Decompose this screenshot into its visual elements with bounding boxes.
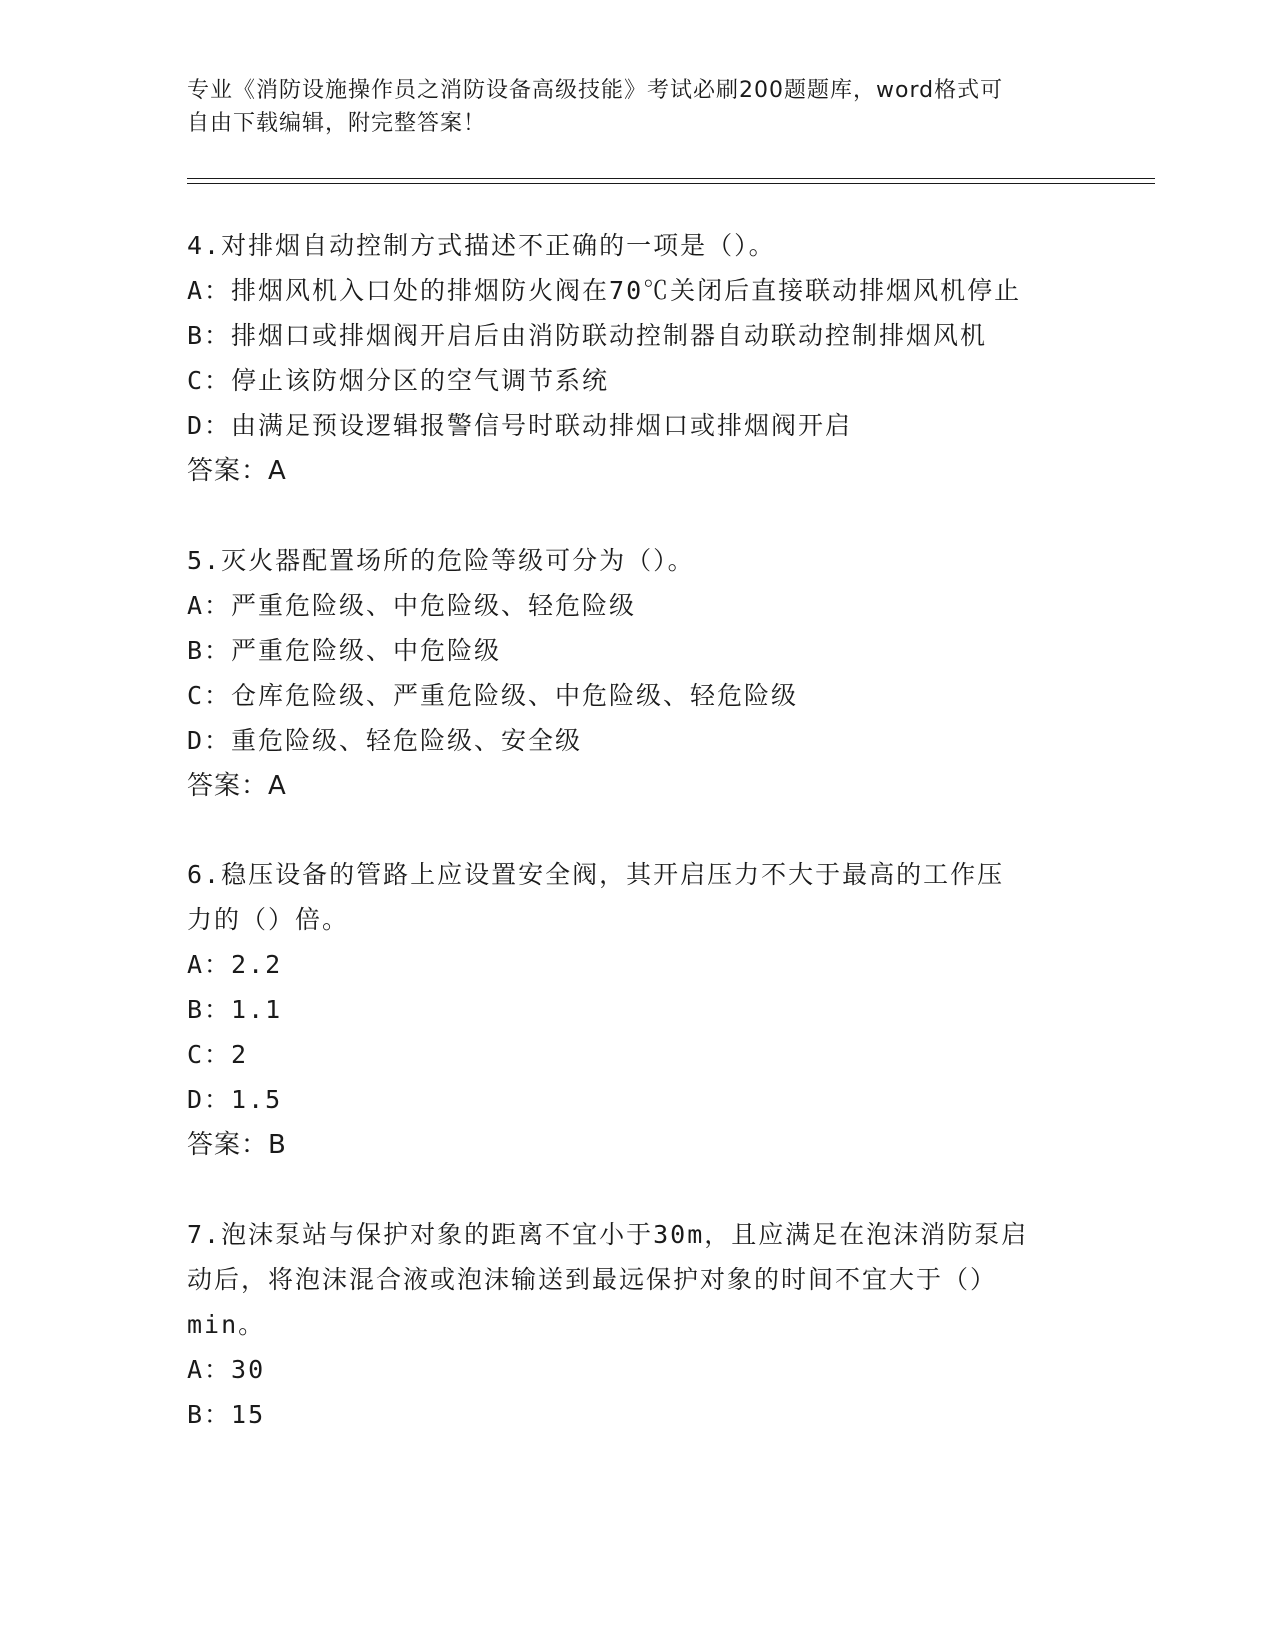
question-4-option-a: A：排烟风机入口处的排烟防火阀在70℃关闭后直接联动排烟风机停止 <box>187 276 1022 305</box>
question-4-option-c: C：停止该防烟分区的空气调节系统 <box>187 366 610 395</box>
header-line-2: 自由下载编辑，附完整答案！ <box>187 111 487 136</box>
question-6-answer: 答案：B <box>187 1130 287 1160</box>
question-4-option-d: D：由满足预设逻辑报警信号时联动排烟口或排烟阀开启 <box>187 411 853 440</box>
header-line-1: 专业《消防设施操作员之消防设备高级技能》考试必刷200题题库，word格式可 <box>187 78 1004 103</box>
question-7-stem-line-3: min。 <box>187 1310 266 1339</box>
question-7-stem-line-1: 7.泡沫泵站与保护对象的距离不宜小于30m，且应满足在泡沫消防泵启 <box>187 1220 1029 1249</box>
question-5-option-d: D：重危险级、轻危险级、安全级 <box>187 726 583 755</box>
question-7-option-a: A：30 <box>187 1355 266 1384</box>
header-rule-bottom <box>187 183 1155 184</box>
question-5-option-a: A：严重危险级、中危险级、轻危险级 <box>187 591 637 620</box>
question-6-option-b: B：1.1 <box>187 995 283 1024</box>
question-7-stem-line-2: 动后，将泡沫混合液或泡沫输送到最远保护对象的时间不宜大于（） <box>187 1265 998 1294</box>
question-6-stem-line-1: 6.稳压设备的管路上应设置安全阀，其开启压力不大于最高的工作压 <box>187 860 1005 889</box>
question-4-answer: 答案：A <box>187 456 287 486</box>
question-7-option-b: B：15 <box>187 1400 266 1429</box>
header-rule-top <box>187 178 1155 179</box>
question-6-option-c: C：2 <box>187 1040 249 1069</box>
question-6-option-d: D：1.5 <box>187 1085 283 1114</box>
question-5-answer: 答案：A <box>187 771 287 801</box>
question-5-option-c: C：仓库危险级、严重危险级、中危险级、轻危险级 <box>187 681 799 710</box>
question-4-stem: 4.对排烟自动控制方式描述不正确的一项是（）。 <box>187 231 776 260</box>
document-header <box>187 74 1087 140</box>
question-4-option-b: B：排烟口或排烟阀开启后由消防联动控制器自动联动控制排烟风机 <box>187 321 988 350</box>
question-5-option-b: B：严重危险级、中危险级 <box>187 636 502 665</box>
question-6-stem-line-2: 力的（）倍。 <box>187 905 350 934</box>
question-6-option-a: A：2.2 <box>187 950 283 979</box>
question-5-stem: 5.灭火器配置场所的危险等级可分为（）。 <box>187 546 695 575</box>
